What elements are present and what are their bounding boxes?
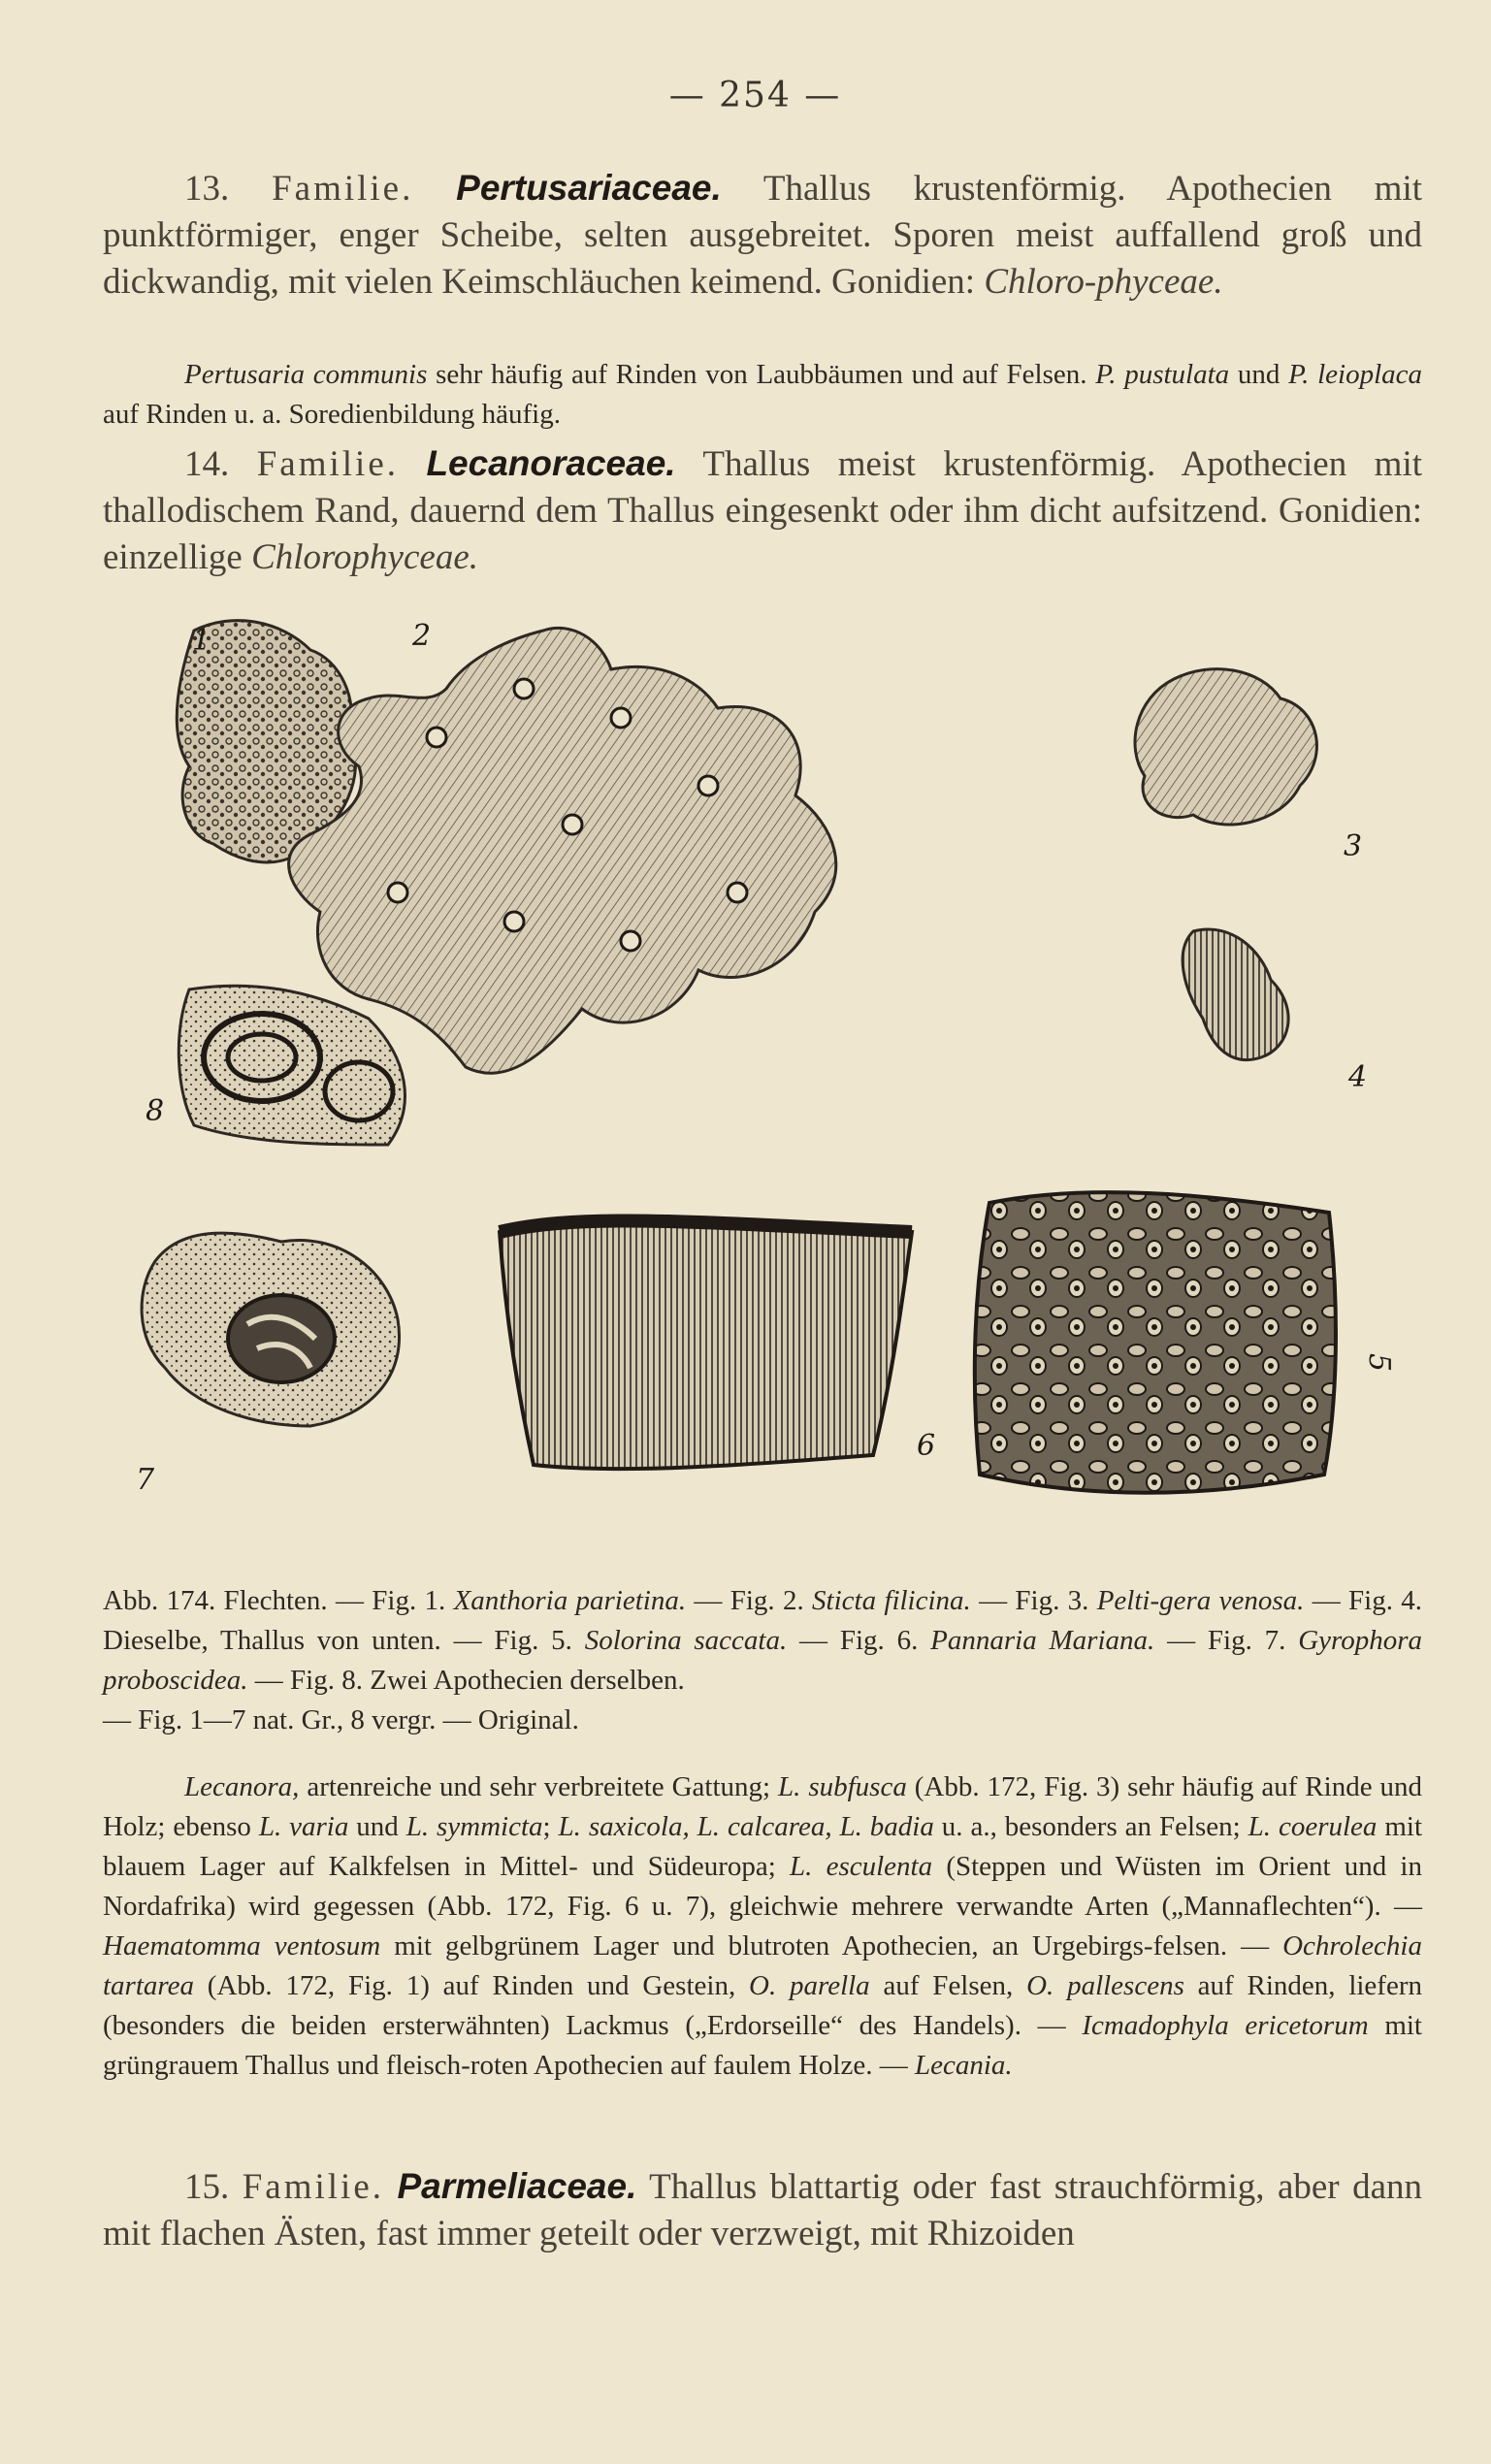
caption-text: — Fig. 6.: [787, 1625, 931, 1656]
caption-species: Solorina saccata.: [584, 1625, 788, 1656]
family-14-number: 14.: [184, 444, 230, 484]
family-14-name: Lecanoraceae.: [426, 443, 676, 483]
species: L. subfusca: [778, 1771, 907, 1802]
body-text: (Abb. 172, Fig. 1) auf Rinden und Gestein,: [193, 1970, 749, 2001]
note-text: sehr häufig auf Rinden von Laubbäumen und auf Felsen.: [427, 359, 1096, 390]
species: Lecania.: [914, 2050, 1013, 2081]
family-13-label: Familie.: [272, 169, 414, 209]
species: L. saxicola, L. calcarea, L. badia: [558, 1811, 934, 1842]
family-13-number: 13.: [184, 169, 230, 209]
body-text: ;: [542, 1811, 559, 1842]
caption-text: — Fig. 4. Dieselbe, Thallus von unten. — Fig. 5.: [103, 1585, 1423, 1656]
caption-text: — Fig. 8. Zwei Apothecien derselben.: [247, 1665, 685, 1696]
caption-species: Pannaria Mariana.: [930, 1625, 1155, 1656]
species: Icmadophyla ericetorum: [1082, 2010, 1369, 2041]
species: O. parella: [749, 1970, 870, 2001]
fig-label-6: 6: [917, 1429, 936, 1463]
body-text: u. a., besonders an Felsen;: [933, 1811, 1248, 1842]
figure-caption: [103, 1581, 1422, 1740]
note-text: auf Rinden u. a. Soredienbildung häufig.: [103, 399, 561, 430]
family-13-text: Thallus krustenförmig. Apothecien mit punktförmiger, enger Scheibe, selten ausgebreitet. Sporen meist auffallend groß und dickwandig, mit vielen Keimschläuchen keimend. Gonidien:: [103, 169, 1423, 302]
caption-species: Gyrophora proboscidea.: [103, 1625, 1423, 1696]
fig-label-1: 1: [192, 624, 211, 658]
note-text: und: [1229, 359, 1289, 390]
body-text: mit gelbgrünem Lager und blutroten Apothecien, an Urgebirgs-felsen. —: [380, 1930, 1283, 1961]
fig-label-3: 3: [1344, 829, 1363, 863]
family-14-paragraph: [103, 440, 1422, 581]
species-p-leioplaca: P. leioplaca: [1288, 359, 1423, 390]
family-15-number: 15.: [184, 2167, 230, 2207]
caption-species: Sticta filicina.: [812, 1585, 971, 1616]
fig-label-4: 4: [1348, 1060, 1368, 1094]
fig-label-8: 8: [146, 1094, 165, 1128]
body-text: (Steppen und Wüsten im Orient und in Nordafrika) wird gegessen (Abb. 172, Fig. 6 u. 7), gleichwie mehrere verwandte Arten („Mannaflechten“). —: [103, 1851, 1422, 1922]
body-text: auf Rinden, liefern (besonders die beiden ersterwähnten) Lackmus („Erdorseille“ des Handels). —: [103, 1970, 1422, 2041]
fig-label-5: 5: [1362, 1353, 1396, 1373]
family-15-paragraph: [103, 2163, 1422, 2257]
species-p-pustulata: P. pustulata: [1095, 359, 1230, 390]
lichen-figure: [116, 601, 1397, 1581]
body-text: mit grüngrauem Thallus und fleisch-roten Apothecien auf faulem Holze. —: [103, 2010, 1422, 2081]
family-13-note: [103, 355, 1422, 435]
species: L. esculenta: [790, 1851, 933, 1882]
family-15-text: Thallus blattartig oder fast strauchförmig, aber dann mit flachen Ästen, fast immer geteilt oder verzweigt, mit Rhizoiden: [103, 2167, 1423, 2253]
body-text: (Abb. 172, Fig. 3) sehr häufig auf Rinde und Holz; ebenso: [103, 1771, 1423, 1842]
caption-species: Pelti-gera venosa.: [1096, 1585, 1305, 1616]
species: Lecanora,: [184, 1771, 300, 1802]
fig-4-peltigera-underside: [1183, 929, 1288, 1060]
caption-species: Xanthoria parietina.: [453, 1585, 687, 1616]
caption-text: — Fig. 3.: [970, 1585, 1097, 1616]
family-13-paragraph: [103, 165, 1422, 306]
family-14-label: Familie.: [256, 444, 399, 484]
family-13-name: Pertusariaceae.: [456, 168, 722, 208]
family-14-gonidia: Chlorophyceae.: [251, 537, 478, 577]
species: O. pallescens: [1026, 1970, 1184, 2001]
species: L. coerulea: [1248, 1811, 1378, 1842]
family-13-gonidia: Chloro-phyceae.: [984, 262, 1223, 302]
caption-scale-note: — Fig. 1—7 nat. Gr., 8 vergr. — Original.: [103, 1704, 579, 1735]
fig-3-peltigera: [1135, 669, 1316, 825]
caption-text: Abb. 174. Flechten. — Fig. 1.: [103, 1585, 454, 1616]
family-14-text: Thallus meist krustenförmig. Apothecien mit thallodischem Rand, dauernd dem Thallus eingesenkt oder ihm dicht aufsitzend. Gonidien: einzellige: [103, 444, 1422, 577]
fig-2-sticta: [289, 628, 836, 1073]
body-text: artenreiche und sehr verbreitete Gattung;: [299, 1771, 779, 1802]
body-text: auf Felsen,: [869, 1970, 1027, 2001]
body-text: und: [348, 1811, 406, 1842]
species: Haematomma ventosum: [103, 1930, 381, 1961]
fig-label-2: 2: [412, 619, 432, 653]
caption-text: — Fig. 2.: [686, 1585, 813, 1616]
fig-label-7: 7: [136, 1463, 155, 1497]
species: Ochrolechia tartarea: [103, 1930, 1422, 2001]
page-number: — 254 —: [668, 76, 842, 115]
family-15-label: Familie.: [242, 2167, 385, 2207]
body-text: mit blauem Lager auf Kalkfelsen in Mittel- und Südeuropa;: [103, 1811, 1423, 1882]
species-pertusaria-communis: Pertusaria communis: [184, 359, 428, 390]
species: L. varia: [258, 1811, 349, 1842]
lecanora-paragraph: [103, 1767, 1422, 2086]
species: L. symmicta: [405, 1811, 543, 1842]
lichen-illustration: [116, 601, 1397, 1581]
fig-6-pannaria: [500, 1220, 912, 1469]
caption-text: — Fig. 7.: [1154, 1625, 1299, 1656]
family-15-name: Parmeliaceae.: [397, 2166, 637, 2206]
fig-5-solorina: [975, 1192, 1336, 1493]
